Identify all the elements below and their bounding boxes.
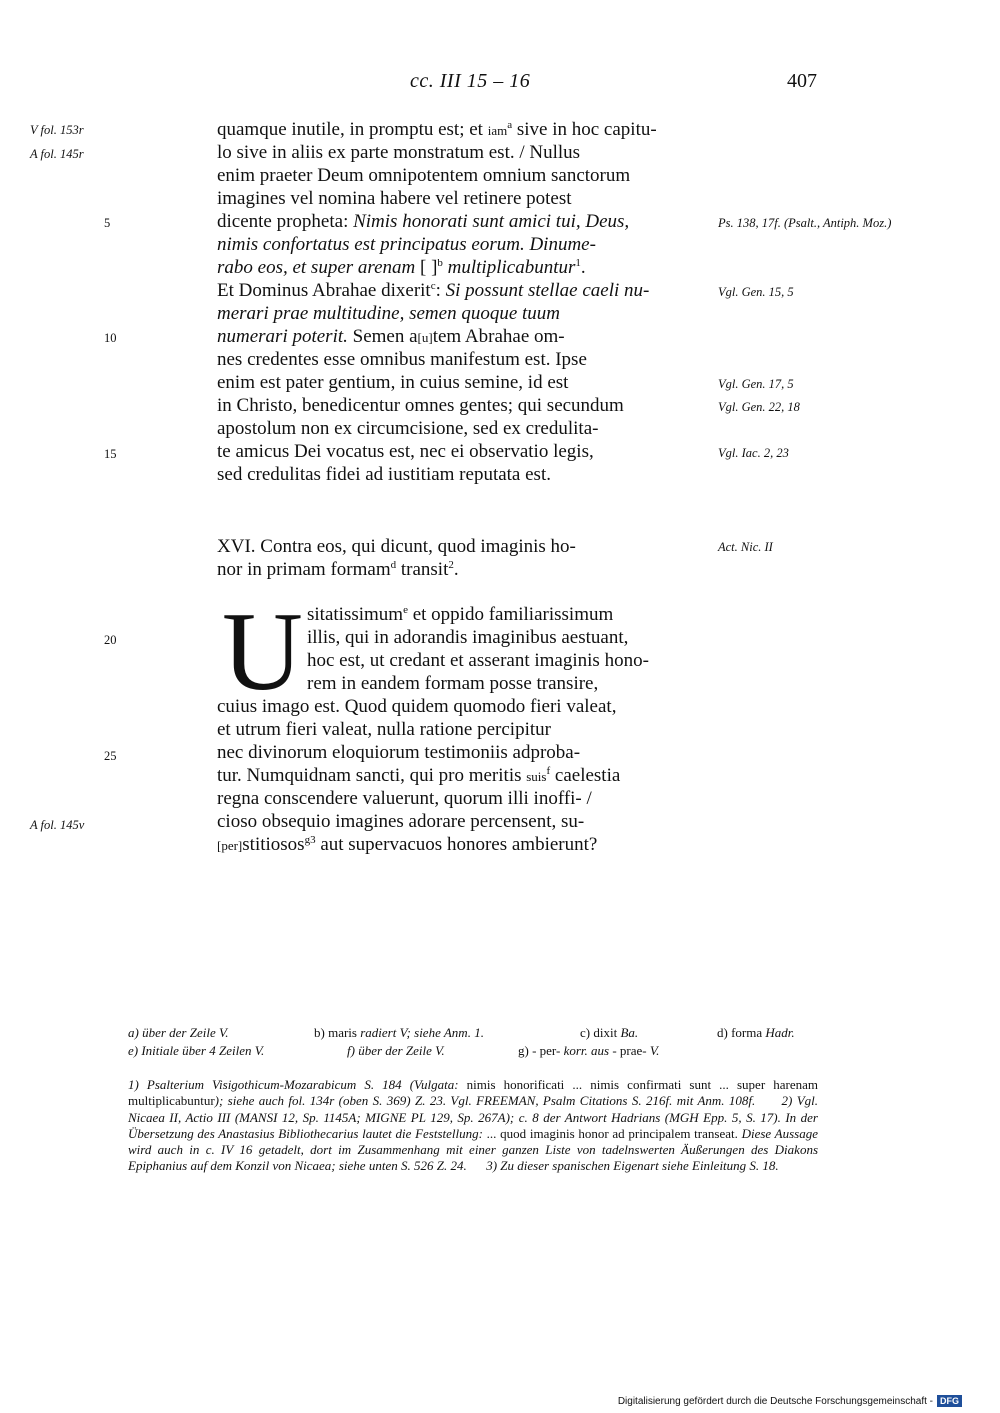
apparatus-note-a: a) über der Zeile V. [128, 1025, 229, 1040]
text-line: in Christo, benedicentur omnes gentes; qui secundum [217, 395, 624, 416]
apparatus-note-e: e) Initiale über 4 Zeilen V. [128, 1043, 265, 1058]
folio-ref-a145r: A fol. 145r [30, 147, 84, 161]
text-line: apostolum non ex circumcisione, sed ex credulita- [217, 418, 599, 439]
source-ref: Vgl. Gen. 17, 5 [718, 377, 794, 391]
heading-line: nor in primam formam$^d$ transit$^2$. [217, 559, 459, 580]
text-line: Et Dominus Abrahae dixerit$^c$: Si possunt stellae caeli nu- [217, 280, 650, 301]
note-2-comment: Diese Aussage wird auch in c. IV 16 getadelt, dort im Zusammenhang mit einer ganzen Liste von tadelnswerten Äußerungen des Diakons Epiphanius auf dem Konzil von Nicaea; siehe unten S. 526 Z. 24. [128, 1125, 818, 1174]
text-line: nec divinorum eloquiorum testimoniis adproba- [217, 742, 581, 763]
apparatus-note-d: d) forma Hadr. [717, 1025, 795, 1040]
apparatus-note-f: f) über der Zeile V. [347, 1043, 445, 1058]
note-2-refs: 2) Vgl. Nicaea II, Actio III (MANSI 12, Sp. 1145A; MIGNE PL 129, Sp. 267A); c. 8 der Antwort Hadrians (MGH Epp. 5, S. 17). In der Übersetzung des Anastasius Bibliothecarius lautet die Feststellung: [128, 1093, 819, 1141]
line-number: 15 [104, 447, 117, 461]
text-line: enim est pater gentium, in cuius semine, id est [217, 372, 569, 393]
commentary-notes [128, 1077, 818, 1175]
text-line: rem in eandem formam posse transire, [307, 673, 599, 694]
line-number: 20 [104, 633, 117, 647]
text-line: regna conscendere valuerunt, quorum illi inoffi- / [217, 788, 592, 809]
text-line: hoc est, ut credant et asserant imaginis hono- [307, 650, 649, 671]
digitization-footer [618, 1395, 962, 1407]
text-line: imagines vel nomina habere vel retinere potest [217, 188, 572, 209]
note-3: 3) Zu dieser spanischen Eigenart siehe Einleitung S. 18. [486, 1158, 779, 1174]
text-line: te amicus Dei vocatus est, nec ei observatio legis, [217, 441, 594, 462]
apparatus-note-c: c) dixit Ba. [580, 1025, 639, 1040]
text-line: nes credentes esse omnibus manifestum est. Ipse [217, 349, 587, 370]
apparatus-note-g: g) - per- korr. aus - prae- V. [518, 1043, 660, 1058]
heading-line: XVI. Contra eos, qui dicunt, quod imaginis ho- [217, 536, 576, 557]
note-2-quote: ... quod imaginis honor ad principalem transeat. [482, 1125, 738, 1141]
text-line: nimis confortatus est principatus eorum. Dinume- [217, 234, 596, 255]
text-line: illis, qui in adorandis imaginibus aestuant, [307, 627, 629, 648]
dfg-logo: DFG [937, 1395, 962, 1407]
source-ref: Act. Nic. II [718, 540, 773, 554]
text-line: sitatissimum$^e$ et oppido familiarissimum [307, 604, 614, 625]
text-line: lo sive in aliis ex parte monstratum est. / Nullus [217, 142, 581, 163]
text-line: cuius imago est. Quod quidem quomodo fieri valeat, [217, 696, 617, 717]
line-number: 5 [104, 216, 111, 230]
source-ref: Vgl. Gen. 22, 18 [718, 400, 800, 414]
text-line: dicente propheta: Nimis honorati sunt amici tui, Deus, [217, 211, 630, 232]
drop-initial: U [222, 590, 303, 714]
text-line: quamque inutile, in promptu est; et iam$^a$ sive in hoc capitu- [217, 119, 657, 140]
apparatus-note-b: b) maris radiert V; siehe Anm. 1. [314, 1025, 484, 1040]
note-1-refs: ); siehe auch fol. 134r (oben S. 369) Z. 23. Vgl. FREEMAN, Psalm Citations S. 216f. mit Anm. 108f. [214, 1093, 756, 1109]
folio-ref-v153r: V fol. 153r [30, 123, 84, 137]
text-line: rabo eos, et super arenam [ ]$^b$ multiplicabuntur$^1$. [217, 257, 586, 278]
footer-text: Digitalisierung gefördert durch die Deutsche Forschungsgemeinschaft - [617, 1395, 933, 1407]
text-line: et utrum fieri valeat, nulla ratione percipitur [217, 719, 551, 740]
text-line: cioso obsequio imagines adorare percensent, su- [217, 811, 585, 832]
text-line: [per]stitiosos$^{g3}$ aut supervacuos honores ambierunt? [217, 834, 598, 855]
note-1-source: 1) Psalterium Visigothicum-Mozarabicum S. 184 (Vulgata: [128, 1077, 459, 1092]
text-line: tur. Numquidnam sancti, qui pro meritis suis$^f$ caelestia [217, 765, 621, 786]
source-ref: Ps. 138, 17f. (Psalt., Antiph. Moz.) [718, 216, 892, 230]
source-ref: Vgl. Gen. 15, 5 [718, 285, 794, 299]
line-number: 25 [104, 749, 117, 763]
running-head: cc. III 15 – 16 [410, 70, 531, 92]
source-ref: Vgl. Iac. 2, 23 [718, 446, 789, 460]
line-number: 10 [104, 331, 117, 345]
text-line: sed credulitas fidei ad iustitiam reputata est. [217, 464, 551, 485]
text-line: merari prae multitudine, semen quoque tuum [217, 303, 561, 324]
text-line: numerari poterit. Semen a[u]tem Abrahae om- [217, 326, 565, 347]
note-1-quote: nimis honorificati ... nimis confirmati sunt ... super harenam multiplicabuntur [128, 1077, 818, 1109]
text-line: enim praeter Deum omnipotentem omnium sanctorum [217, 165, 631, 186]
page-number: 407 [787, 70, 817, 92]
folio-ref-a145v: A fol. 145v [30, 818, 85, 832]
